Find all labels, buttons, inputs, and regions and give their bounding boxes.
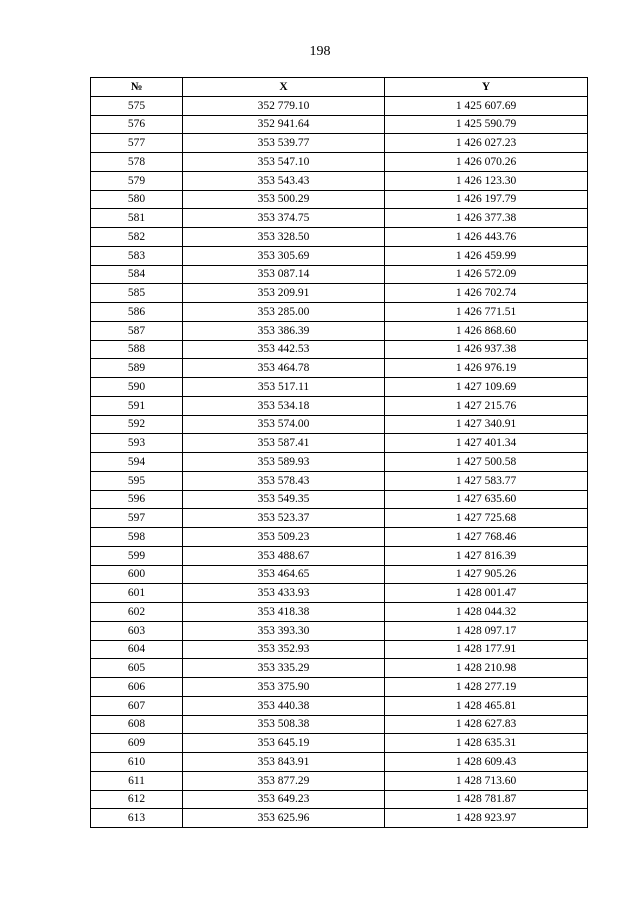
table-row <box>91 246 588 265</box>
table-row <box>91 584 588 603</box>
cell-y: 1 427 215.76 <box>385 396 588 415</box>
cell-number: 602 <box>91 603 183 622</box>
cell-y: 1 427 583.77 <box>385 471 588 490</box>
cell-x: 353 374.75 <box>183 209 385 228</box>
cell-number: 579 <box>91 171 183 190</box>
cell-number: 611 <box>91 771 183 790</box>
cell-x: 353 393.30 <box>183 621 385 640</box>
cell-number: 612 <box>91 790 183 809</box>
cell-y: 1 428 277.19 <box>385 678 588 697</box>
cell-number: 603 <box>91 621 183 640</box>
cell-number: 595 <box>91 471 183 490</box>
table-row <box>91 490 588 509</box>
cell-number: 606 <box>91 678 183 697</box>
cell-number: 585 <box>91 284 183 303</box>
cell-number: 578 <box>91 153 183 172</box>
cell-x: 353 500.29 <box>183 190 385 209</box>
header-number: № <box>91 78 183 97</box>
cell-y: 1 425 590.79 <box>385 115 588 134</box>
table-row <box>91 415 588 434</box>
cell-number: 590 <box>91 378 183 397</box>
cell-y: 1 426 197.79 <box>385 190 588 209</box>
cell-y: 1 427 109.69 <box>385 378 588 397</box>
table-row <box>91 340 588 359</box>
cell-x: 353 418.38 <box>183 603 385 622</box>
cell-x: 353 549.35 <box>183 490 385 509</box>
cell-y: 1 428 044.32 <box>385 603 588 622</box>
table-row <box>91 528 588 547</box>
cell-x: 353 335.29 <box>183 659 385 678</box>
table-row <box>91 115 588 134</box>
cell-number: 608 <box>91 715 183 734</box>
cell-x: 353 433.93 <box>183 584 385 603</box>
cell-number: 589 <box>91 359 183 378</box>
table-row <box>91 471 588 490</box>
cell-y: 1 427 768.46 <box>385 528 588 547</box>
cell-number: 592 <box>91 415 183 434</box>
table-row <box>91 228 588 247</box>
cell-number: 586 <box>91 303 183 322</box>
cell-x: 353 509.23 <box>183 528 385 547</box>
table-row <box>91 321 588 340</box>
cell-x: 353 352.93 <box>183 640 385 659</box>
table-row <box>91 359 588 378</box>
table-row <box>91 209 588 228</box>
cell-x: 353 464.65 <box>183 565 385 584</box>
cell-y: 1 428 001.47 <box>385 584 588 603</box>
table-row <box>91 715 588 734</box>
cell-x: 353 587.41 <box>183 434 385 453</box>
table-row <box>91 396 588 415</box>
cell-y: 1 428 465.81 <box>385 696 588 715</box>
table-row <box>91 790 588 809</box>
cell-y: 1 428 627.83 <box>385 715 588 734</box>
cell-number: 576 <box>91 115 183 134</box>
table-row <box>91 453 588 472</box>
table-row <box>91 809 588 828</box>
cell-x: 353 589.93 <box>183 453 385 472</box>
cell-y: 1 426 070.26 <box>385 153 588 172</box>
table-row <box>91 696 588 715</box>
table-row <box>91 434 588 453</box>
cell-y: 1 426 377.38 <box>385 209 588 228</box>
cell-number: 596 <box>91 490 183 509</box>
cell-y: 1 428 177.91 <box>385 640 588 659</box>
cell-number: 580 <box>91 190 183 209</box>
cell-number: 598 <box>91 528 183 547</box>
table-row <box>91 771 588 790</box>
table-row <box>91 753 588 772</box>
cell-x: 353 539.77 <box>183 134 385 153</box>
cell-x: 353 578.43 <box>183 471 385 490</box>
table-row <box>91 659 588 678</box>
cell-number: 581 <box>91 209 183 228</box>
cell-number: 607 <box>91 696 183 715</box>
cell-y: 1 426 702.74 <box>385 284 588 303</box>
cell-number: 597 <box>91 509 183 528</box>
cell-y: 1 427 500.58 <box>385 453 588 472</box>
cell-number: 583 <box>91 246 183 265</box>
table-row <box>91 546 588 565</box>
cell-number: 601 <box>91 584 183 603</box>
cell-x: 353 547.10 <box>183 153 385 172</box>
cell-x: 353 464.78 <box>183 359 385 378</box>
cell-number: 593 <box>91 434 183 453</box>
cell-y: 1 426 572.09 <box>385 265 588 284</box>
header-x: X <box>183 78 385 97</box>
cell-y: 1 426 976.19 <box>385 359 588 378</box>
cell-y: 1 425 607.69 <box>385 96 588 115</box>
cell-y: 1 427 725.68 <box>385 509 588 528</box>
cell-y: 1 428 713.60 <box>385 771 588 790</box>
table-row <box>91 509 588 528</box>
cell-x: 353 375.90 <box>183 678 385 697</box>
table-row <box>91 96 588 115</box>
cell-y: 1 427 401.34 <box>385 434 588 453</box>
cell-x: 353 877.29 <box>183 771 385 790</box>
cell-x: 353 087.14 <box>183 265 385 284</box>
cell-x: 353 386.39 <box>183 321 385 340</box>
cell-number: 594 <box>91 453 183 472</box>
cell-number: 577 <box>91 134 183 153</box>
cell-x: 353 645.19 <box>183 734 385 753</box>
table-row <box>91 134 588 153</box>
cell-y: 1 426 459.99 <box>385 246 588 265</box>
header-y: Y <box>385 78 588 97</box>
cell-number: 613 <box>91 809 183 828</box>
cell-y: 1 428 781.87 <box>385 790 588 809</box>
cell-number: 609 <box>91 734 183 753</box>
coordinates-table <box>90 77 588 828</box>
cell-x: 353 649.23 <box>183 790 385 809</box>
page-number: 198 <box>309 44 331 59</box>
cell-y: 1 428 635.31 <box>385 734 588 753</box>
cell-x: 353 305.69 <box>183 246 385 265</box>
table-row <box>91 603 588 622</box>
cell-y: 1 428 923.97 <box>385 809 588 828</box>
cell-y: 1 427 635.60 <box>385 490 588 509</box>
cell-x: 353 534.18 <box>183 396 385 415</box>
cell-number: 588 <box>91 340 183 359</box>
cell-number: 587 <box>91 321 183 340</box>
cell-x: 353 442.53 <box>183 340 385 359</box>
cell-number: 600 <box>91 565 183 584</box>
cell-y: 1 428 097.17 <box>385 621 588 640</box>
table-header <box>91 78 588 97</box>
cell-y: 1 427 816.39 <box>385 546 588 565</box>
cell-x: 353 209.91 <box>183 284 385 303</box>
table-row <box>91 640 588 659</box>
cell-y: 1 426 937.38 <box>385 340 588 359</box>
table-row <box>91 678 588 697</box>
cell-x: 353 574.00 <box>183 415 385 434</box>
cell-x: 353 440.38 <box>183 696 385 715</box>
cell-x: 352 941.64 <box>183 115 385 134</box>
cell-x: 353 285.00 <box>183 303 385 322</box>
cell-y: 1 426 443.76 <box>385 228 588 247</box>
cell-y: 1 426 868.60 <box>385 321 588 340</box>
cell-y: 1 426 123.30 <box>385 171 588 190</box>
cell-x: 353 625.96 <box>183 809 385 828</box>
cell-x: 353 488.67 <box>183 546 385 565</box>
table-row <box>91 171 588 190</box>
table-body <box>91 96 588 827</box>
cell-y: 1 426 771.51 <box>385 303 588 322</box>
cell-x: 352 779.10 <box>183 96 385 115</box>
cell-number: 575 <box>91 96 183 115</box>
table-row <box>91 284 588 303</box>
table-row <box>91 153 588 172</box>
table-row <box>91 734 588 753</box>
table-row <box>91 565 588 584</box>
table-row <box>91 378 588 397</box>
cell-number: 599 <box>91 546 183 565</box>
table-row <box>91 621 588 640</box>
cell-y: 1 428 210.98 <box>385 659 588 678</box>
cell-x: 353 523.37 <box>183 509 385 528</box>
cell-y: 1 426 027.23 <box>385 134 588 153</box>
table-row <box>91 303 588 322</box>
table-row <box>91 190 588 209</box>
table-row <box>91 265 588 284</box>
cell-y: 1 427 340.91 <box>385 415 588 434</box>
cell-number: 605 <box>91 659 183 678</box>
cell-number: 604 <box>91 640 183 659</box>
cell-number: 584 <box>91 265 183 284</box>
cell-y: 1 428 609.43 <box>385 753 588 772</box>
cell-x: 353 843.91 <box>183 753 385 772</box>
cell-x: 353 543.43 <box>183 171 385 190</box>
cell-y: 1 427 905.26 <box>385 565 588 584</box>
cell-number: 582 <box>91 228 183 247</box>
header-row <box>91 78 588 97</box>
cell-number: 591 <box>91 396 183 415</box>
cell-x: 353 508.38 <box>183 715 385 734</box>
cell-x: 353 517.11 <box>183 378 385 397</box>
cell-x: 353 328.50 <box>183 228 385 247</box>
cell-number: 610 <box>91 753 183 772</box>
